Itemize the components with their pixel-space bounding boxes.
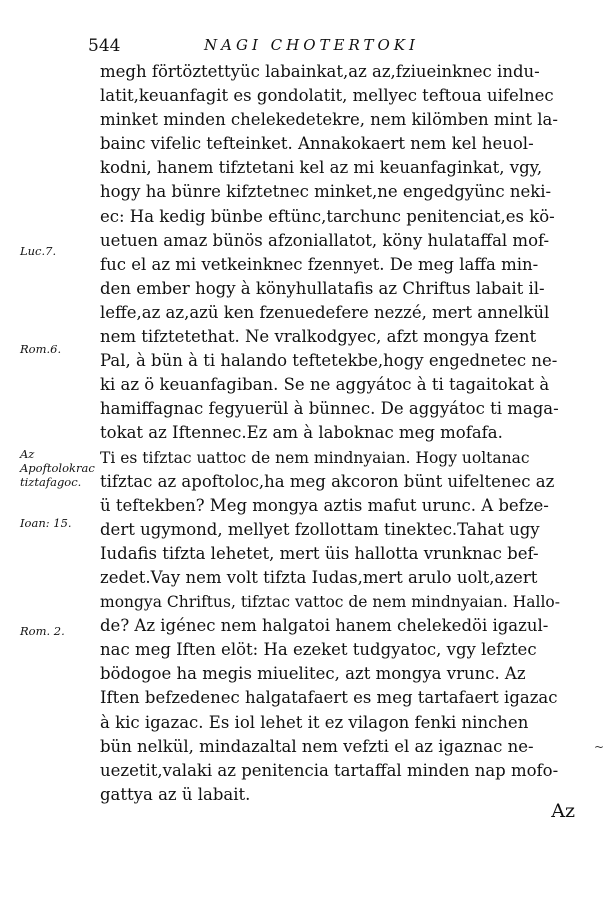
margin-note-luc: Luc.7. [20, 244, 57, 258]
text-line: hamiffagnac fegyuerül à bünnec. De aggyátoc ti maga- [100, 399, 559, 419]
text-line: nem tifztetethat. Ne vralkodgyec, afzt mongya fzent [100, 327, 537, 347]
edge-mark: ~ [594, 740, 605, 754]
text-line: minket minden chelekedetekre, nem kilömben mint la- [100, 110, 558, 130]
text-line: latit,keuanfagit es gondolatit, mellyec teftoua uifelnec [100, 86, 554, 106]
text-line: de? Az igénec nem halgatoi hanem chelekedöi igazul- [100, 616, 549, 636]
text-line: uetuen amaz bünös afzoniallatot, köny hulataffal mof- [100, 230, 550, 250]
text-line: Pal, à bün à ti halando teftetekbe,hogy engednetec ne- [100, 351, 558, 371]
text-line: hogy ha bünre kifztetnec minket,ne engedgyünc neki- [100, 182, 552, 202]
text-line: bödogoe ha megis miuelitec, azt mongya vrunc. Az [100, 664, 526, 684]
running-title: NAGI CHOTERTOKI [204, 36, 419, 54]
text-line: gattya az ü labait. [100, 784, 251, 804]
page-number: 544 [88, 36, 121, 56]
text-line: dert ugymond, mellyet fzollottam tinektec.Tahat ugy [100, 519, 540, 539]
text-line: kodni, hanem tifztetani kel az mi keuanfaginkat, vgy, [100, 158, 543, 178]
text-line: ec: Ha kedig bünbe eftünc,tarchunc penitenciat,es kö- [100, 206, 555, 226]
catchword: Az [551, 800, 575, 822]
text-line: ki az ö keuanfagiban. Se ne aggyátoc à ti tagaitokat à [100, 375, 550, 395]
text-line: bainc vifelic tefteinket. Annakokaert nem kel heuol- [100, 134, 534, 154]
text-line: fuc el az mi vetkeinknec fzennyet. De meg laffa min- [100, 254, 539, 274]
main-text [100, 60, 574, 807]
margin-note-apostol: Az Apoftolokrac tiztafagoc. [20, 447, 95, 489]
text-line: megh förtöztettyüc labainkat,az az,fziueinknec indu- [100, 62, 540, 81]
text-line: Iften befzedenec halgatafaert es meg tartafaert igazac [100, 688, 558, 708]
text-line: mongya Chriftus, tifztac vattoc de nem mindnyaian. Hallo- [100, 593, 561, 612]
text-line: nac meg Iften elöt: Ha ezeket tudgyatoc, vgy lefztec [100, 640, 537, 660]
text-line: Ti es tifztac uattoc de nem mindnyaian. Hogy uoltanac [100, 448, 530, 467]
text-line: leffe,az az,azü ken fzenuedefere nezzé, mert annelkül [100, 302, 550, 322]
text-line: tifztac az apoftoloc,ha meg akcoron bünt uifeltenec az [100, 471, 555, 491]
margin-note-rom6: Rom.6. [20, 342, 62, 356]
text-line: Iudafis tifzta lehetet, mert üis hallotta vrunknac bef- [100, 543, 539, 563]
text-line: ü teftekben? Meg mongya aztis mafut urunc. A befze- [100, 495, 549, 515]
margin-note-rom2: Rom. 2. [20, 624, 65, 638]
text-line: tokat az Iftennec.Ez am à laboknac meg mofafa. [100, 423, 503, 443]
text-line: à kic igazac. Es iol lehet it ez vilagon fenki ninchen [100, 712, 529, 732]
text-line: bün nelkül, mindazaltal nem vefzti el az igaznac ne- [100, 736, 534, 756]
margin-note-ioan: Ioan: 15. [20, 516, 72, 530]
page-header [0, 36, 613, 58]
text-line: uezetit,valaki az penitencia tartaffal minden nap mofo- [100, 760, 559, 780]
text-line: den ember hogy à könyhullatafis az Chriftus labait il- [100, 278, 545, 298]
text-line: zedet.Vay nem volt tifzta Iudas,mert arulo uolt,azert [100, 567, 538, 587]
